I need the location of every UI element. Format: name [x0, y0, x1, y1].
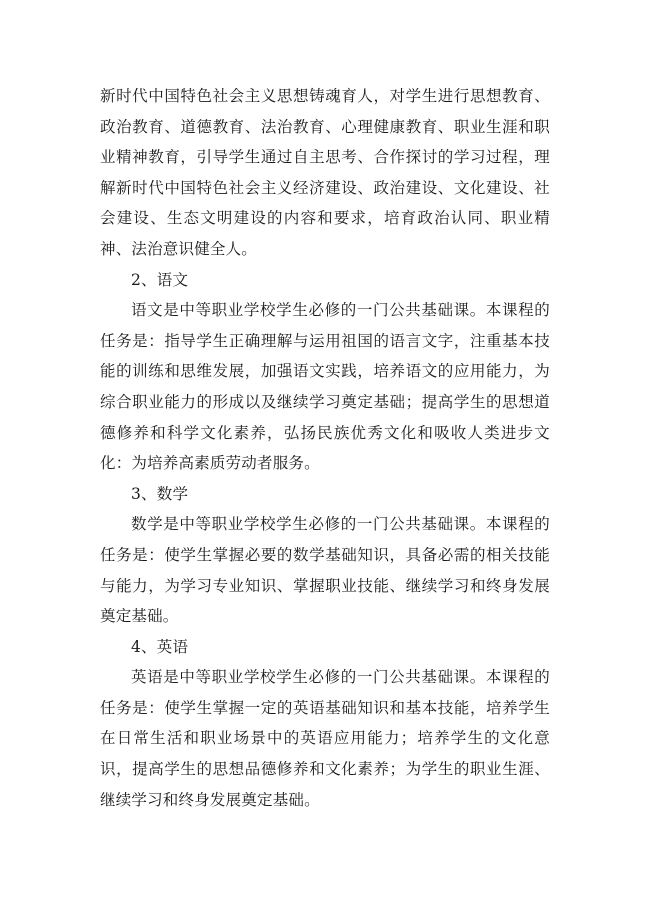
paragraph-english: 英语是中等职业学校学生必修的一门公共基础课。本课程的任务是：使学生掌握一定的英语基础知识和基本技能，培养学生在日常生活和职业场景中的英语应用能力；培养学生的文化意识，提高学生的思想品德修养和文化素养；为学生的职业生涯、继续学习和终身发展奠定基础。 [100, 668, 550, 809]
heading-english: 4、英语 [131, 637, 189, 656]
paragraph-intro: 新时代中国特色社会主义思想铸魂育人，对学生进行思想教育、政治教育、道德教育、法治教育、心理健康教育、职业生涯和职业精神教育，引导学生通过自主思考、合作探讨的学习过程，理解新时代中国特色社会主义经济建设、政治建设、文化建设、社会建设、生态文明建设的内容和要求，培育政治认同、职业精神、法治意识健全人。 [100, 87, 550, 258]
document-page [100, 81, 550, 815]
paragraph-math: 数学是中等职业学校学生必修的一门公共基础课。本课程的任务是：使学生掌握必要的数学基础知识，具备必需的相关技能与能力，为学习专业知识、掌握职业技能、继续学习和终身发展奠定基础。 [100, 515, 550, 626]
heading-math: 3、数学 [131, 484, 189, 503]
heading-chinese: 2、语文 [131, 270, 189, 289]
paragraph-chinese: 语文是中等职业学校学生必修的一门公共基础课。本课程的任务是：指导学生正确理解与运用祖国的语言文字，注重基本技能的训练和思维发展，加强语文实践，培养语文的应用能力，为综合职业能力的形成以及继续学习奠定基础；提高学生的思想道德修养和科学文化素养，弘扬民族优秀文化和吸收人类进步文化：为培养高素质劳动者服务。 [100, 301, 550, 473]
